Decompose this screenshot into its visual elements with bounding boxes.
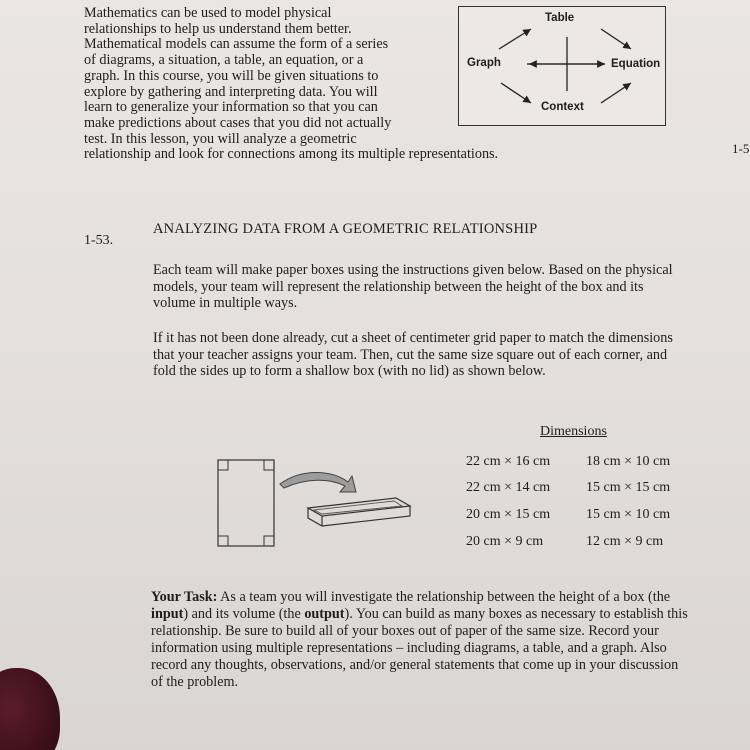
arrow-graph-to-context	[501, 83, 531, 103]
intro-line: relationships to help us understand them better.	[84, 20, 352, 37]
arrow-graph-to-table	[499, 29, 531, 49]
margin-reference: 1-5	[732, 141, 750, 156]
dimension-value: 15 cm × 15 cm	[586, 480, 671, 495]
representation-web-diagram	[458, 6, 666, 126]
your-task-paragraph	[151, 589, 691, 691]
corner-cut	[264, 460, 274, 470]
problem-paragraph-2: If it has not been done already, cut a sheet of centimeter grid paper to match the dimensions that your teacher assigns your team. Then, cut the same size square out of each corner, and fold the sides up to form a shallow box (with no lid) as shown below.	[153, 330, 673, 379]
flat-sheet	[218, 460, 274, 546]
problem-title: ANALYZING DATA FROM A GEOMETRIC RELATIONSHIP	[153, 221, 538, 237]
task-text: ) and its volume (the	[183, 606, 305, 622]
task-text: As a team you will investigate the relationship between the height of a box (the	[217, 589, 671, 605]
label-equation: Equation	[611, 58, 661, 70]
intro-line: make predictions about cases that you did not actually	[84, 114, 392, 131]
dimension-value: 22 cm × 14 cm	[466, 480, 551, 495]
corner-cut	[264, 536, 274, 546]
intro-paragraph	[84, 5, 499, 163]
problem-paragraph-1: Each team will make paper boxes using the instructions given below. Based on the physical models, your team will represent the relationship between the height of the box and its volume in multiple ways.	[153, 262, 673, 311]
dimension-value: 20 cm × 9 cm	[466, 534, 544, 549]
box-folding-diagram	[210, 452, 415, 552]
dimension-value: 22 cm × 16 cm	[466, 454, 551, 469]
dimension-value: 20 cm × 15 cm	[466, 507, 551, 522]
intro-line: Mathematical models can assume the form of a series	[84, 36, 389, 53]
intro-line: of diagrams, a situation, a table, an equation, or a	[84, 52, 364, 69]
label-context: Context	[541, 101, 584, 113]
dimension-value: 15 cm × 10 cm	[586, 507, 671, 522]
intro-line: test. In this lesson, you will analyze a geometric	[84, 130, 357, 147]
label-table: Table	[545, 12, 575, 24]
intro-line: learn to generalize your information so that you can	[84, 99, 378, 116]
task-input-term: input	[151, 606, 184, 622]
label-graph: Graph	[467, 57, 501, 69]
dimensions-heading: Dimensions	[540, 424, 607, 439]
arrow-context-to-equation	[601, 83, 631, 103]
arrow-table-to-equation	[601, 29, 631, 49]
task-text: ). You can build as many boxes as necessary to establish this relationship. Be sure to build all of your boxes out of paper of the same size. Record your information using multiple representations – including diagrams, a table, and a graph. Also record any thoughts, observations, and/or general statements that come up in your discussion of the problem.	[151, 606, 688, 690]
corner-cut	[218, 536, 228, 546]
dimension-value: 18 cm × 10 cm	[586, 454, 671, 469]
task-label: Your Task:	[151, 589, 218, 605]
intro-line: explore by gathering and interpreting data. You will	[84, 83, 378, 100]
intro-line: relationship and look for connections among its multiple representations.	[84, 146, 499, 163]
problem-number: 1-53.	[84, 233, 114, 248]
dimension-value: 12 cm × 9 cm	[586, 534, 664, 549]
corner-cut	[218, 460, 228, 470]
fingernail	[0, 668, 60, 750]
task-output-term: output	[304, 606, 345, 622]
intro-line: graph. In this course, you will be given situations to	[84, 67, 379, 84]
curved-arrow-icon	[280, 473, 356, 493]
intro-line: Mathematics can be used to model physical	[84, 5, 332, 21]
